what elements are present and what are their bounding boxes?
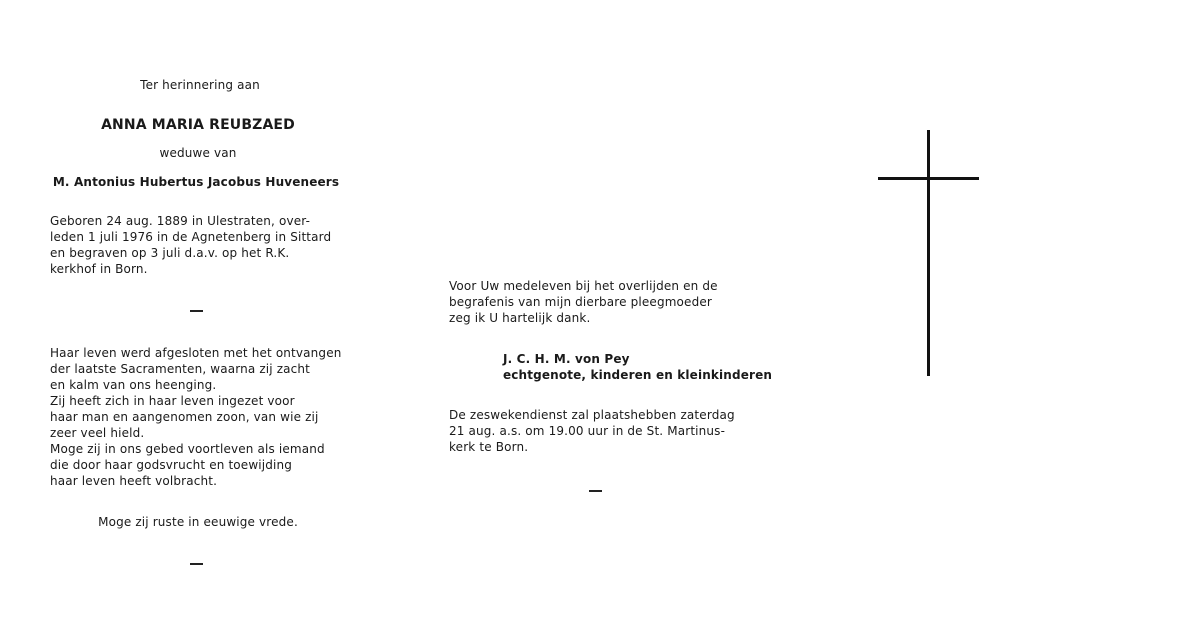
thanks-line: zeg ik U hartelijk dank. bbox=[449, 311, 591, 325]
biography-paragraph bbox=[50, 213, 331, 277]
bio-line: leden 1 juli 1976 in de Agnetenberg in Sittard bbox=[50, 230, 332, 244]
tribute-line: en kalm van ons heenging. bbox=[50, 378, 217, 392]
tribute-line: haar leven heeft volbracht. bbox=[50, 474, 218, 488]
tribute-line: Haar leven werd afgesloten met het ontvangen bbox=[50, 346, 342, 360]
tribute-line: der laatste Sacramenten, waarna zij zacht bbox=[50, 362, 311, 376]
widow-of-line: weduwe van bbox=[159, 146, 237, 160]
tribute-line: Zij heeft zich in haar leven ingezet voor bbox=[50, 394, 295, 408]
mass-line: De zeswekendienst zal plaatshebben zaterdag bbox=[449, 408, 735, 422]
cross-vertical-bar bbox=[927, 130, 930, 376]
memorial-mass-paragraph bbox=[449, 407, 735, 455]
separator-dash bbox=[190, 310, 203, 312]
tribute-line: Moge zij in ons gebed voortleven als iemand bbox=[50, 442, 325, 456]
cross-horizontal-bar bbox=[878, 177, 979, 180]
tribute-line: haar man en aangenomen zoon, van wie zij bbox=[50, 410, 319, 424]
tribute-paragraph bbox=[50, 345, 341, 489]
tribute-line: zeer veel hield. bbox=[50, 426, 145, 440]
closing-line: Moge zij ruste in eeuwige vrede. bbox=[98, 515, 298, 529]
intro-line: Ter herinnering aan bbox=[140, 78, 260, 92]
thanks-line: Voor Uw medeleven bij het overlijden en de bbox=[449, 279, 718, 293]
thanks-paragraph bbox=[449, 278, 718, 326]
deceased-name: ANNA MARIA REUBZAED bbox=[101, 117, 295, 133]
signer-name: J. C. H. M. von Pey bbox=[503, 352, 630, 366]
separator-dash bbox=[589, 490, 602, 492]
bio-line: en begraven op 3 juli d.a.v. op het R.K. bbox=[50, 246, 290, 260]
mass-line: 21 aug. a.s. om 19.00 uur in de St. Martinus- bbox=[449, 424, 726, 438]
tribute-line: die door haar godsvrucht en toewijding bbox=[50, 458, 293, 472]
family-line: echtgenote, kinderen en kleinkinderen bbox=[503, 368, 773, 382]
separator-dash bbox=[190, 563, 203, 565]
bio-line: Geboren 24 aug. 1889 in Ulestraten, over- bbox=[50, 214, 311, 228]
husband-name: M. Antonius Hubertus Jacobus Huveneers bbox=[52, 175, 340, 189]
mass-line: kerk te Born. bbox=[449, 440, 529, 454]
bio-line: kerkhof in Born. bbox=[50, 262, 148, 276]
thanks-line: begrafenis van mijn dierbare pleegmoeder bbox=[449, 295, 712, 309]
